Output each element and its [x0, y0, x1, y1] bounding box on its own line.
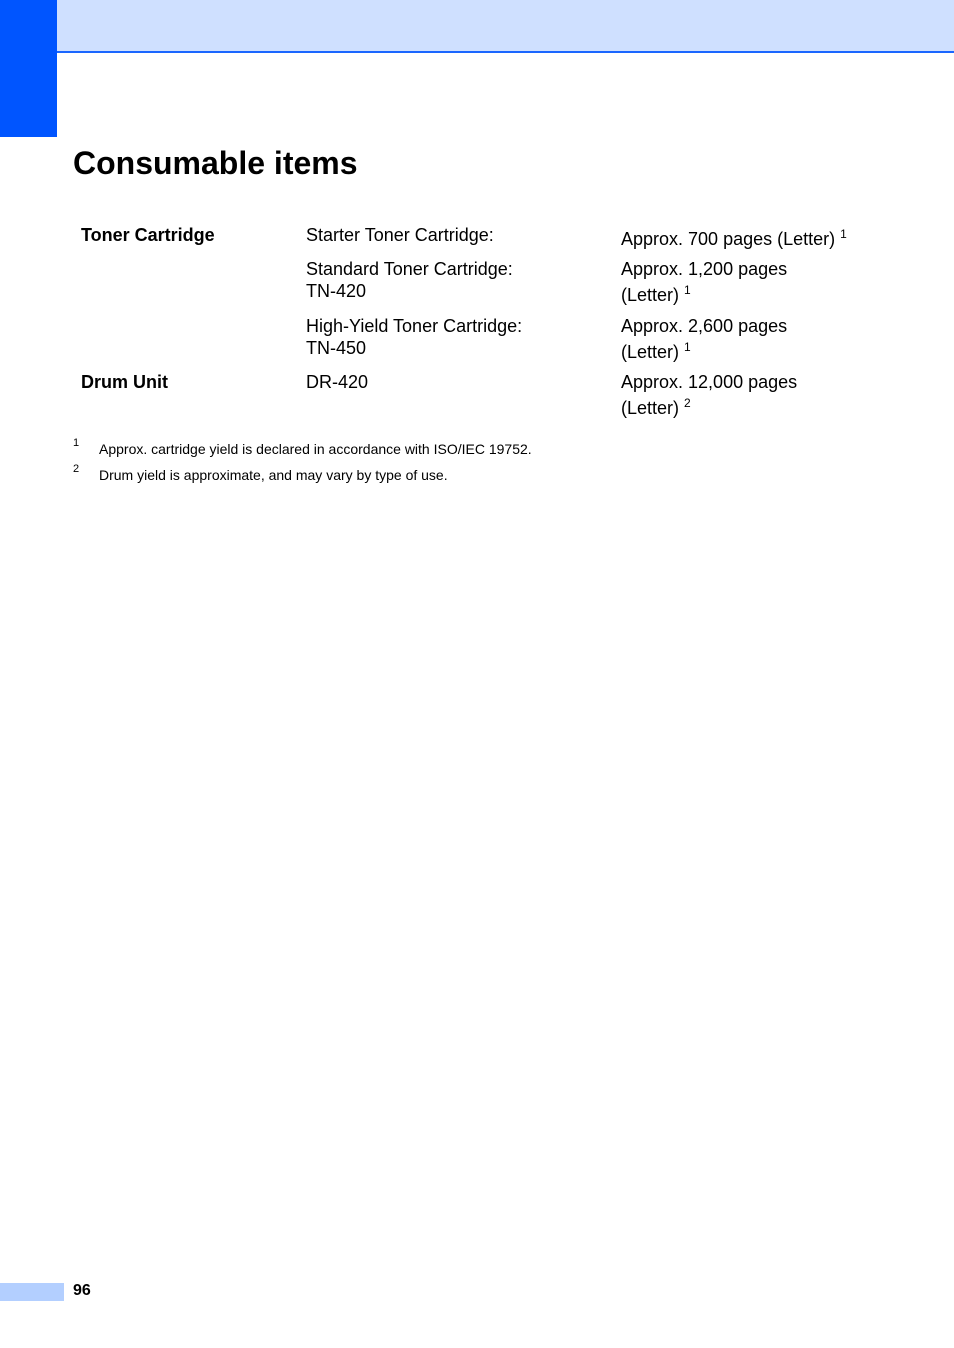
row-1-yield-line1: Approx. 700 pages (Letter)	[621, 229, 836, 249]
row-3-yield-line1: Approx. 2,600 pages	[621, 316, 788, 336]
row-3-yield-line2: (Letter)	[621, 342, 680, 362]
page-title: Consumable items	[73, 145, 358, 181]
row-4-yield-line1: Approx. 12,000 pages	[621, 372, 798, 392]
row-1-category: Toner Cartridge	[81, 225, 215, 245]
row-2-item-line1: Standard Toner Cartridge:	[306, 259, 513, 279]
row-4-item	[306, 371, 368, 393]
footnote-1-number: 1	[73, 437, 80, 449]
row-2-yield-line2: (Letter)	[621, 285, 680, 305]
row-3-item-line1: High-Yield Toner Cartridge:	[306, 316, 523, 336]
chapter-tab	[0, 0, 57, 137]
row-1-item	[306, 224, 494, 246]
row-2-footnote-ref: 1	[684, 283, 691, 297]
row-2-yield-line1: Approx. 1,200 pages	[621, 259, 788, 279]
row-2-yield	[621, 258, 787, 306]
footnote-1-text: Approx. cartridge yield is declared in accordance with ISO/IEC 19752.	[99, 441, 532, 457]
row-3-item	[306, 315, 522, 359]
row-2-item	[306, 258, 513, 302]
row-3-item-line2: TN-450	[306, 338, 367, 358]
row-3-yield	[621, 315, 787, 363]
row-1-yield	[621, 228, 847, 250]
footnote-2-text: Drum yield is approximate, and may vary by type of use.	[99, 467, 448, 483]
row-4-footnote-ref: 2	[684, 396, 691, 410]
row-4-item-line1: DR-420	[306, 372, 369, 392]
row-4-yield	[621, 371, 797, 419]
row-4-yield-line2: (Letter)	[621, 398, 680, 418]
row-3-footnote-ref: 1	[684, 340, 691, 354]
row-2-item-line2: TN-420	[306, 281, 367, 301]
footer-bar	[0, 1283, 64, 1301]
header-band	[57, 0, 954, 53]
row-1-item-line1: Starter Toner Cartridge:	[306, 225, 494, 245]
row-1-footnote-ref: 1	[840, 227, 847, 241]
row-4-category: Drum Unit	[81, 372, 168, 392]
footnote-2-number: 2	[73, 463, 80, 475]
page-number: 96	[73, 1282, 91, 1299]
